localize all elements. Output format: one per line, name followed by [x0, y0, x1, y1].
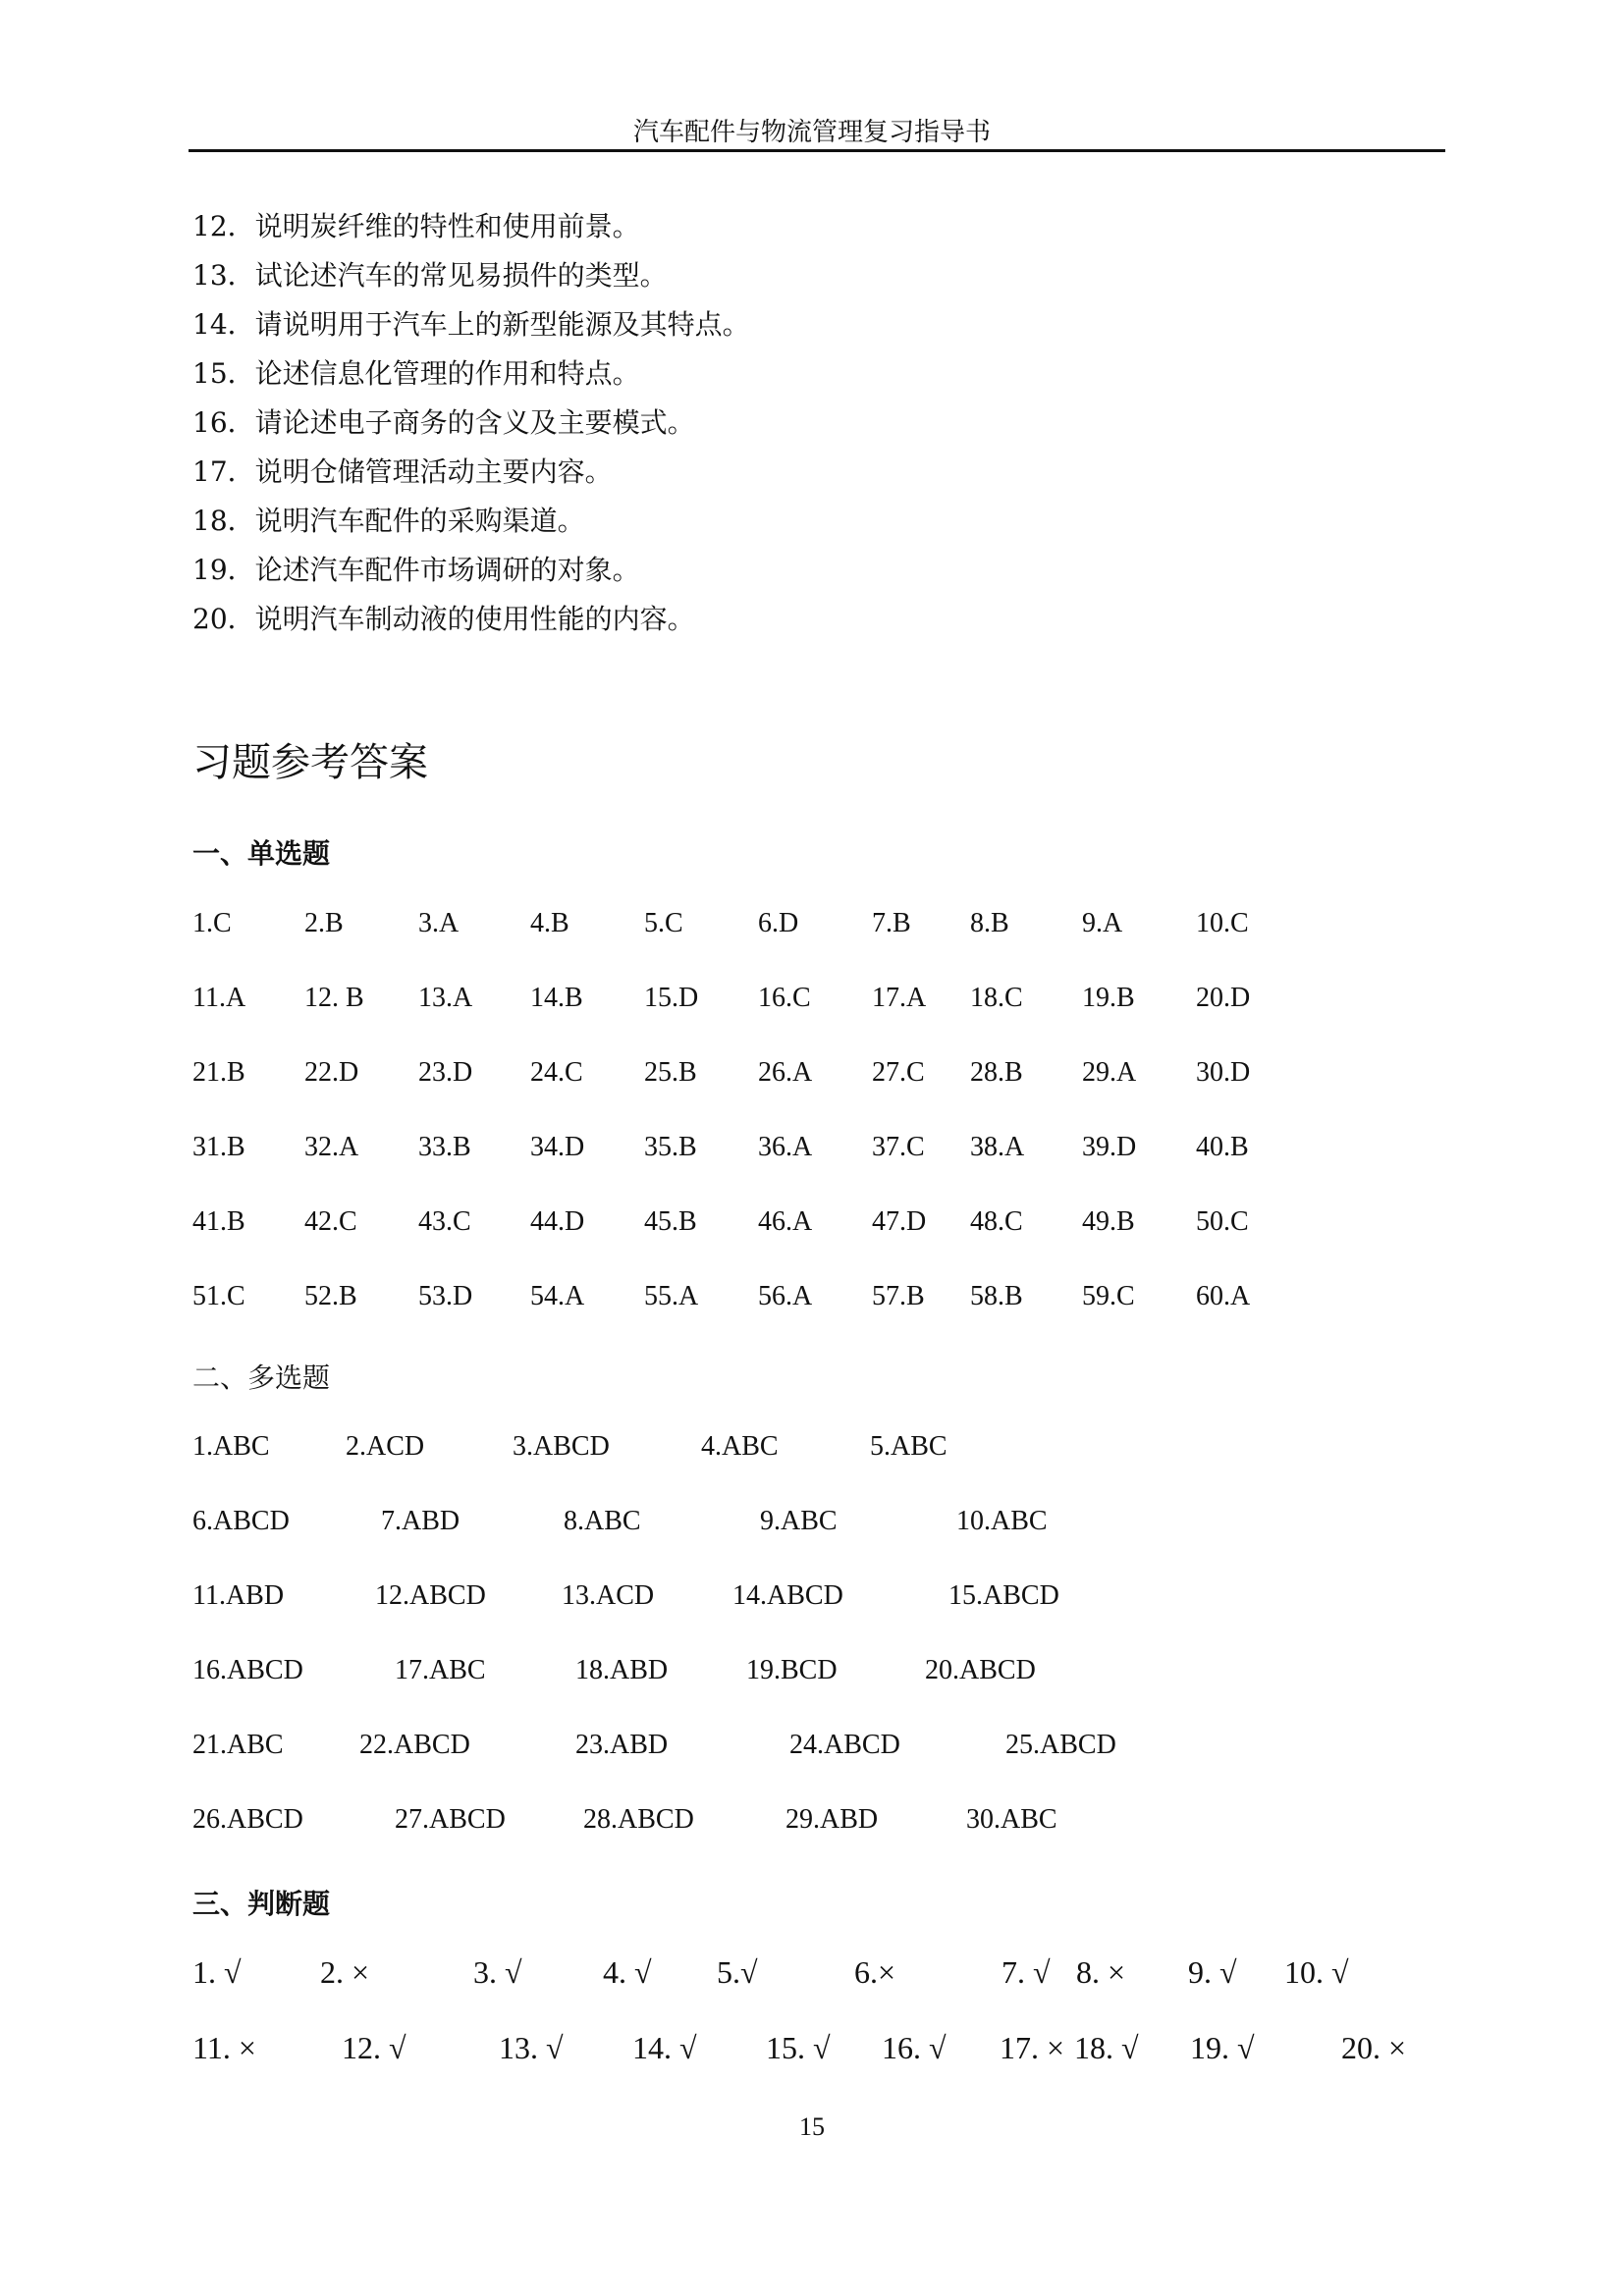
answer-cell: 36.A [758, 1132, 813, 1162]
answer-cell: 3.A [418, 908, 460, 938]
answer-cell: 38.A [970, 1132, 1025, 1162]
answer-cell: 42.C [304, 1206, 357, 1237]
answer-cell: 53.D [418, 1281, 473, 1311]
answer-cell: 59.C [1082, 1281, 1135, 1311]
answer-cell: 5.ABC [870, 1431, 947, 1462]
answer-cell: 13.ACD [562, 1580, 655, 1611]
answer-cell: 24.ABCD [789, 1730, 900, 1760]
answer-cell: 14.ABCD [732, 1580, 843, 1611]
answer-cell: 6.D [758, 908, 799, 938]
answer-cell: 35.B [644, 1132, 697, 1162]
answer-cell: 13.A [418, 983, 473, 1013]
answer-cell: 28.ABCD [583, 1804, 694, 1835]
answer-cell: 17. × [1000, 2030, 1065, 2065]
answer-cell: 11.ABD [192, 1580, 285, 1611]
answer-cell: 2.ACD [346, 1431, 425, 1462]
answer-cell: 23.D [418, 1057, 473, 1088]
answer-cell: 16.ABCD [192, 1655, 303, 1685]
answer-cell: 6.ABCD [192, 1506, 290, 1536]
answer-cell: 8. × [1076, 1954, 1126, 1990]
answer-cell: 21.ABC [192, 1730, 284, 1760]
answer-cell: 16. √ [882, 2030, 947, 2065]
answer-cell: 19.BCD [746, 1655, 838, 1685]
answer-cell: 18.C [970, 983, 1023, 1013]
question-item: 17．说明仓储管理活动主要内容。 [192, 455, 613, 488]
single-choice-heading: 一、单选题 [192, 837, 331, 870]
question-item: 15．论述信息化管理的作用和特点。 [192, 357, 640, 390]
answer-cell: 30.D [1196, 1057, 1251, 1088]
answer-cell: 41.B [192, 1206, 245, 1237]
answer-cell: 49.B [1082, 1206, 1135, 1237]
answer-cell: 43.C [418, 1206, 471, 1237]
answer-cell: 12.ABCD [375, 1580, 486, 1611]
answer-cell: 44.D [530, 1206, 585, 1237]
answer-cell: 57.B [872, 1281, 925, 1311]
answer-cell: 60.A [1196, 1281, 1251, 1311]
answer-cell: 18. √ [1074, 2030, 1139, 2065]
answer-cell: 22.D [304, 1057, 359, 1088]
answer-cell: 14.B [530, 983, 583, 1013]
answer-cell: 19. √ [1190, 2030, 1255, 2065]
answer-cell: 55.A [644, 1281, 699, 1311]
answer-cell: 2. × [320, 1954, 370, 1990]
answer-cell: 9.ABC [760, 1506, 838, 1536]
answer-cell: 12. √ [342, 2030, 406, 2065]
answer-cell: 40.B [1196, 1132, 1249, 1162]
answer-cell: 11. × [192, 2030, 256, 2065]
answer-cell: 20.ABCD [925, 1655, 1036, 1685]
answer-cell: 28.B [970, 1057, 1023, 1088]
answer-cell: 13. √ [499, 2030, 564, 2065]
question-item: 16．请论述电子商务的含义及主要模式。 [192, 406, 695, 439]
answer-cell: 32.A [304, 1132, 359, 1162]
answer-cell: 52.B [304, 1281, 357, 1311]
answer-cell: 7. √ [1001, 1954, 1051, 1990]
answer-cell: 9. √ [1188, 1954, 1237, 1990]
answer-cell: 15. √ [766, 2030, 831, 2065]
answer-cell: 56.A [758, 1281, 813, 1311]
answer-cell: 1.C [192, 908, 232, 938]
answer-cell: 54.A [530, 1281, 585, 1311]
answer-cell: 50.C [1196, 1206, 1249, 1237]
question-item: 12．说明炭纤维的特性和使用前景。 [192, 210, 640, 242]
answer-cell: 2.B [304, 908, 344, 938]
question-item: 19．论述汽车配件市场调研的对象。 [192, 554, 640, 586]
answer-cell: 5.√ [717, 1954, 758, 1990]
answer-cell: 31.B [192, 1132, 245, 1162]
answer-cell: 19.B [1082, 983, 1135, 1013]
answer-cell: 26.A [758, 1057, 813, 1088]
answer-cell: 34.D [530, 1132, 585, 1162]
answer-cell: 58.B [970, 1281, 1023, 1311]
answer-cell: 10.C [1196, 908, 1249, 938]
answer-cell: 51.C [192, 1281, 245, 1311]
answer-cell: 21.B [192, 1057, 245, 1088]
answer-cell: 7.ABD [381, 1506, 460, 1536]
answer-cell: 37.C [872, 1132, 925, 1162]
answer-cell: 23.ABD [575, 1730, 669, 1760]
answer-cell: 20.D [1196, 983, 1251, 1013]
answer-cell: 17.A [872, 983, 927, 1013]
answer-cell: 25.B [644, 1057, 697, 1088]
answer-cell: 15.ABCD [948, 1580, 1059, 1611]
answer-cell: 3. √ [473, 1954, 522, 1990]
multiple-choice-heading: 二、多选题 [192, 1362, 331, 1394]
answer-cell: 1.ABC [192, 1431, 270, 1462]
answer-cell: 18.ABD [575, 1655, 669, 1685]
question-item: 18．说明汽车配件的采购渠道。 [192, 505, 585, 537]
answer-cell: 46.A [758, 1206, 813, 1237]
answer-cell: 26.ABCD [192, 1804, 303, 1835]
running-header: 汽车配件与物流管理复习指导书 [632, 118, 991, 147]
question-item: 14．请说明用于汽车上的新型能源及其特点。 [192, 308, 750, 341]
answers-title: 习题参考答案 [192, 740, 428, 785]
answer-cell: 30.ABC [966, 1804, 1057, 1835]
answer-cell: 15.D [644, 983, 699, 1013]
question-item: 20．说明汽车制动液的使用性能的内容。 [192, 603, 695, 635]
answer-cell: 10.ABC [956, 1506, 1048, 1536]
answer-cell: 29.A [1082, 1057, 1137, 1088]
answer-cell: 4.ABC [701, 1431, 779, 1462]
answer-cell: 12. B [304, 983, 364, 1013]
answer-cell: 7.B [872, 908, 911, 938]
answer-cell: 39.D [1082, 1132, 1137, 1162]
answer-cell: 27.ABCD [395, 1804, 506, 1835]
answer-cell: 11.A [192, 983, 246, 1013]
answer-cell: 5.C [644, 908, 683, 938]
answer-cell: 3.ABCD [513, 1431, 610, 1462]
answer-cell: 33.B [418, 1132, 471, 1162]
question-item: 13．试论述汽车的常见易损件的类型。 [192, 259, 668, 292]
answer-cell: 10. √ [1284, 1954, 1349, 1990]
true-false-heading: 三、判断题 [192, 1888, 331, 1920]
answer-cell: 14. √ [632, 2030, 697, 2065]
answer-cell: 6.× [854, 1954, 896, 1990]
answer-cell: 4.B [530, 908, 569, 938]
answer-cell: 16.C [758, 983, 811, 1013]
answer-cell: 24.C [530, 1057, 583, 1088]
answer-cell: 25.ABCD [1005, 1730, 1116, 1760]
answer-cell: 8.ABC [564, 1506, 641, 1536]
question-list [192, 202, 750, 644]
answer-cell: 17.ABC [395, 1655, 486, 1685]
answer-cell: 47.D [872, 1206, 927, 1237]
answer-cell: 20. × [1341, 2030, 1407, 2065]
answer-cell: 22.ABCD [359, 1730, 470, 1760]
answer-cell: 4. √ [603, 1954, 652, 1990]
header-divider [189, 149, 1445, 152]
answer-cell: 8.B [970, 908, 1009, 938]
answer-cell: 27.C [872, 1057, 925, 1088]
answer-cell: 48.C [970, 1206, 1023, 1237]
answer-cell: 29.ABD [785, 1804, 879, 1835]
answer-cell: 1. √ [192, 1954, 242, 1990]
page-number: 15 [799, 2112, 825, 2141]
answer-cell: 9.A [1082, 908, 1123, 938]
answer-cell: 45.B [644, 1206, 697, 1237]
